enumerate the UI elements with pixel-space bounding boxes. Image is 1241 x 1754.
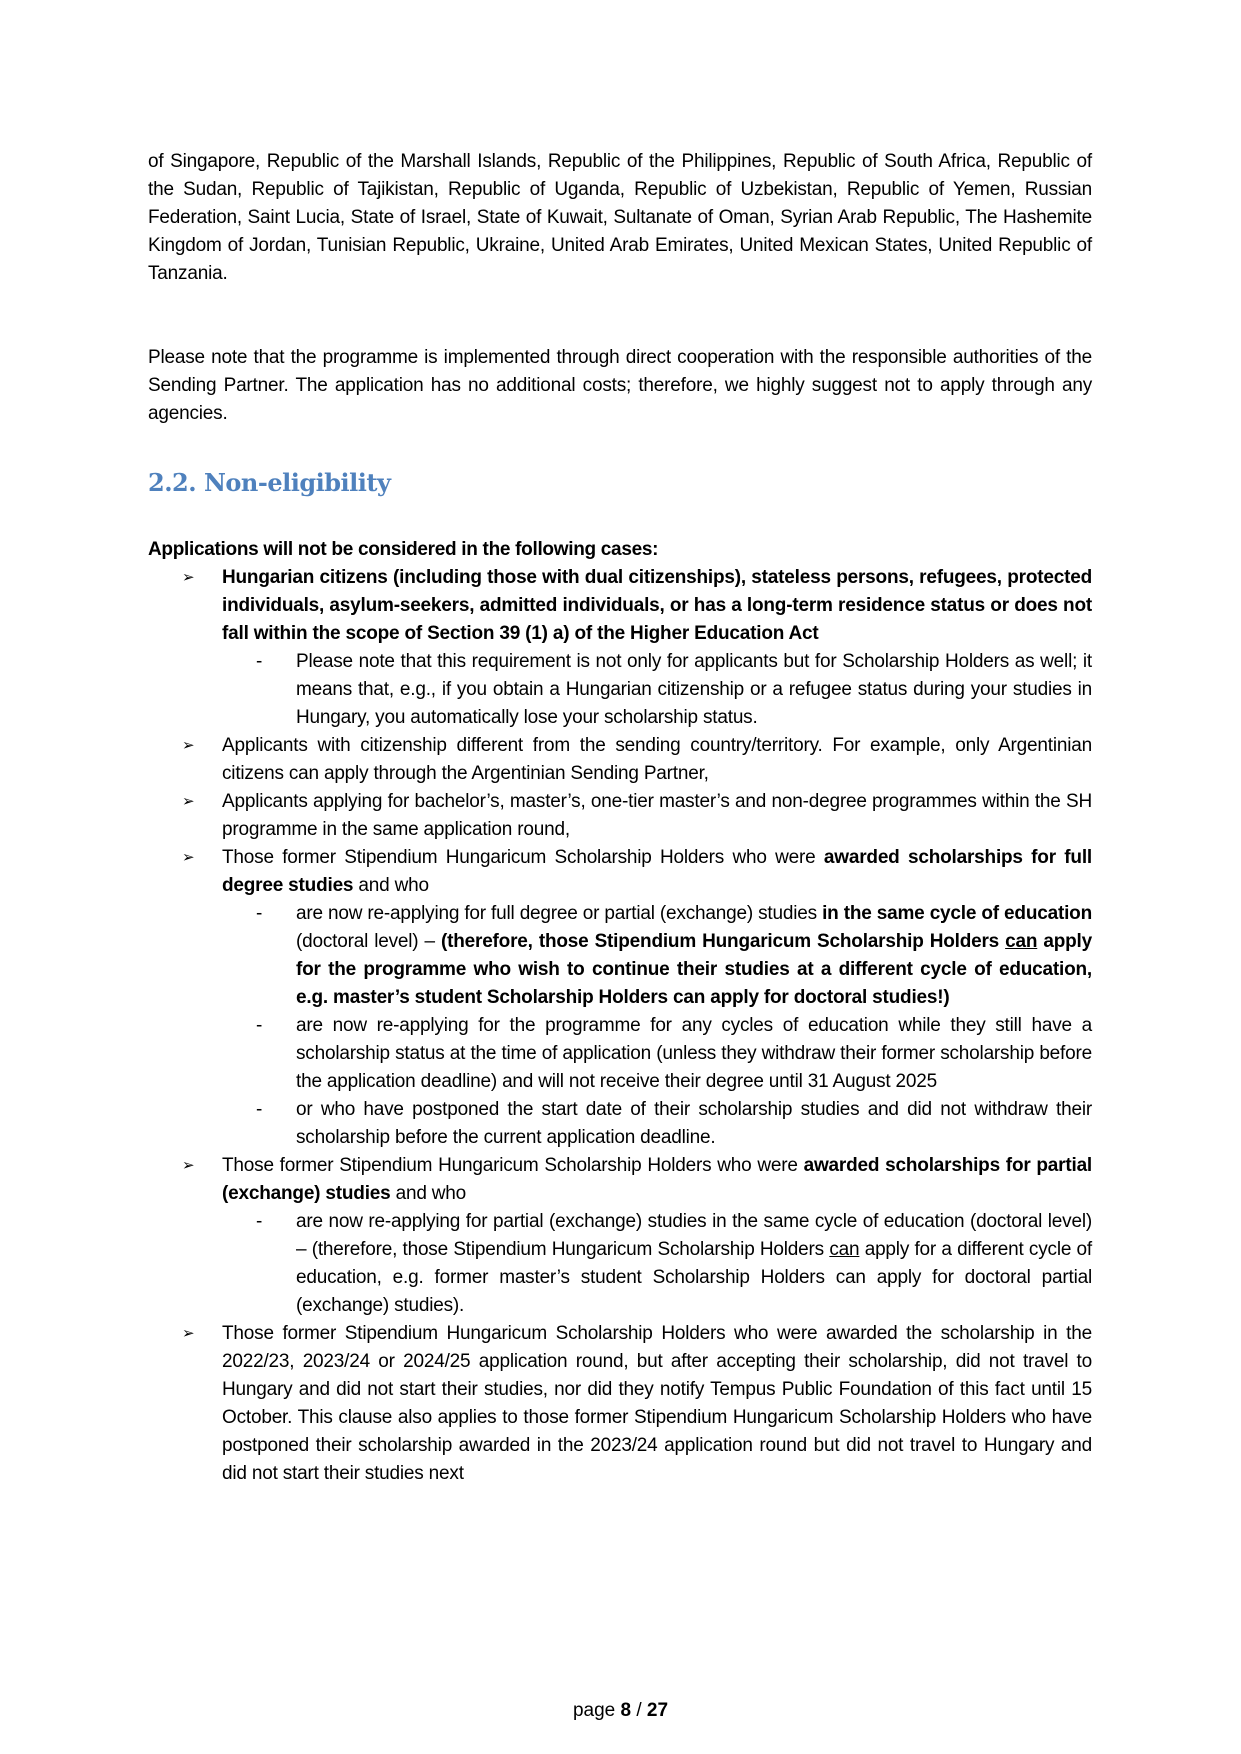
sub-list-item	[256, 1012, 1092, 1096]
sub-list-item	[256, 648, 1092, 732]
sub-item-text: are now re-applying for full degree or partial (exchange) studies	[296, 903, 823, 924]
item-text: Hungarian citizens (including those with dual citizenships), stateless persons, refugees, protected individuals, asylum-seekers, admitted individuals, or has a long-term residence status or does not fall within the scope of Section 39 (1) a) of the Higher Education Act	[222, 567, 1092, 644]
dash-bullet-icon: -	[256, 1211, 263, 1232]
item-text: and who	[353, 875, 429, 896]
item-text: and who	[390, 1183, 467, 1204]
document-page	[148, 148, 1092, 1488]
item-text: Those former Stipendium Hungaricum Scholarship Holders who were	[222, 847, 824, 868]
arrow-bullet-icon: ➢	[182, 793, 195, 810]
item-bold-text: awarded scholarships for full degree studies	[222, 847, 1092, 896]
countries-paragraph: of Singapore, Republic of the Marshall Islands, Republic of the Philippines, Republic of South Africa, Republic of the Sudan, Republic of Tajikistan, Republic of Uganda, Republic of Uzbekistan, Republic of Yemen, Russian Federation, Saint Lucia, State of Israel, State of Kuwait, Sultanate of Oman, Syrian Arab Republic, The Hashemite Kingdom of Jordan, Tunisian Republic, Ukraine, United Arab Emirates, United Mexican States, United Republic of Tanzania.	[148, 151, 1092, 284]
agency-note-paragraph: Please note that the programme is implemented through direct cooperation with the responsible authorities of the Sending Partner. The application has no additional costs; therefore, we highly suggest not to apply through any agencies.	[148, 347, 1092, 424]
sub-item-bold-text: (therefore, those Stipendium Hungaricum Scholarship Holders	[440, 931, 1006, 952]
sub-list-item	[256, 1096, 1092, 1152]
sub-item-text: Please note that this requirement is not only for applicants but for Scholarship Holders as well; it means that, e.g., if you obtain a Hungarian citizenship or a refugee status during your studies in Hungary, you automatically lose your scholarship status.	[296, 651, 1092, 728]
item-text: Applicants applying for bachelor’s, master’s, one-tier master’s and non-degree programmes within the SH programme in the same application round,	[222, 791, 1092, 840]
total-pages-number: 27	[646, 1700, 669, 1721]
page-footer	[0, 1698, 1241, 1724]
sub-item-bold-text: apply for the programme who wish to continue their studies at a different cycle of education, e.g. master’s student Scholarship Holders can apply for doctoral studies!)	[296, 931, 1092, 1008]
underlined-text: can	[829, 1239, 860, 1260]
arrow-bullet-icon: ➢	[182, 737, 195, 754]
arrow-bullet-icon: ➢	[182, 1157, 195, 1174]
section-heading: 2.2. Non-eligibility	[148, 468, 391, 497]
sub-item-bold-text: in the same cycle of education	[822, 903, 1092, 924]
arrow-bullet-icon: ➢	[182, 1325, 195, 1342]
arrow-bullet-icon: ➢	[182, 849, 195, 866]
dash-bullet-icon: -	[256, 1015, 263, 1036]
dash-bullet-icon: -	[256, 1099, 263, 1120]
list-item	[182, 844, 1092, 1152]
sub-item-text: (doctoral level) –	[296, 931, 441, 952]
item-text: Those former Stipendium Hungaricum Scholarship Holders who were	[222, 1155, 804, 1176]
list-item	[182, 788, 1092, 844]
list-item	[182, 564, 1092, 732]
arrow-bullet-icon: ➢	[182, 569, 195, 586]
list-item	[182, 1320, 1092, 1488]
sub-item-text: apply for a different cycle of education, e.g. former master’s student Scholarship Holders can apply for doctoral partial (exchange) studies).	[296, 1239, 1092, 1316]
sub-list-item	[256, 1208, 1092, 1320]
item-text: Those former Stipendium Hungaricum Scholarship Holders who were awarded the scholarship in the 2022/23, 2023/24 or 2024/25 application round, but after accepting their scholarship, did not travel to Hungary and did not start their studies, nor did they notify Tempus Public Foundation of this fact until 15 October. This clause also applies to those former Stipendium Hungaricum Scholarship Holders who have postponed their scholarship awarded in the 2023/24 application round but did not travel to Hungary and did not start their studies next	[222, 1323, 1092, 1484]
sub-list	[222, 900, 1092, 1152]
sub-list	[222, 1208, 1092, 1320]
sub-list	[222, 648, 1092, 732]
sub-list-item	[256, 900, 1092, 1012]
dash-bullet-icon: -	[256, 651, 263, 672]
non-eligibility-list	[148, 564, 1092, 1488]
underlined-text: can	[1005, 931, 1038, 952]
list-item	[182, 732, 1092, 788]
page-separator: /	[631, 1700, 647, 1721]
sub-item-text: are now re-applying for partial (exchange) studies in the same cycle of education (doctoral level) – (therefore, those Stipendium Hungaricum Scholarship Holders	[296, 1211, 1092, 1260]
list-item	[182, 1152, 1093, 1320]
sub-item-text: or who have postponed the start date of their scholarship studies and did not withdraw their scholarship before the current application deadline.	[296, 1099, 1092, 1148]
dash-bullet-icon: -	[256, 903, 263, 924]
item-bold-text: awarded scholarships for partial (exchange) studies	[222, 1155, 1093, 1204]
current-page-number: 8	[620, 1700, 632, 1721]
item-text: Applicants with citizenship different from the sending country/territory. For example, only Argentinian citizens can apply through the Argentinian Sending Partner,	[222, 735, 1092, 784]
section-lead: Applications will not be considered in the following cases:	[148, 539, 659, 560]
sub-item-text: are now re-applying for the programme for any cycles of education while they still have a scholarship status at the time of application (unless they withdraw their former scholarship before the application deadline) and will not receive their degree until 31 August 2025	[296, 1015, 1092, 1092]
page-label: page	[572, 1700, 621, 1721]
